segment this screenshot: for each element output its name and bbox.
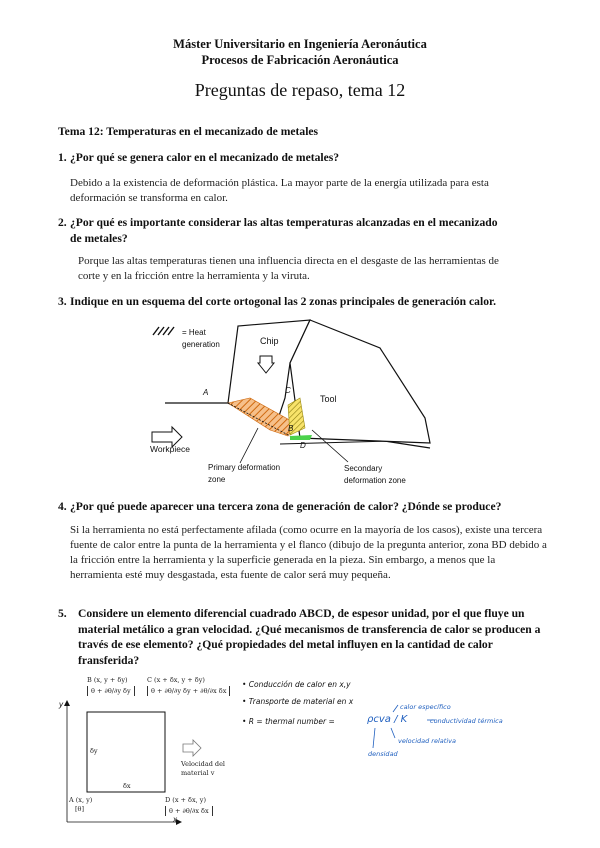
question-2 [58,215,498,246]
topic-heading: Tema 12: Temperaturas en el mecanizado de metales [58,125,319,138]
corner-d-expr: θ + ∂θ/∂x δx [165,806,213,816]
answer-1: Debido a la existencia de deformación plástica. La mayor parte de la energía utilizada para esta deformación se transforma en calor. [70,177,489,204]
third-deformation-zone [290,435,312,440]
x-axis-label: x [173,815,177,824]
primary-zone-label-2: zone [208,475,226,484]
question-text: Indique en un esquema del corte ortogonal las 2 zonas principales de generación calor. [70,295,496,308]
primary-zone-label: Primary deformation [208,463,281,472]
corner-c-coord: C (x + δx, y + δy) [147,676,205,684]
note-conduction: • Conducción de calor en x,y [242,680,351,689]
note-velocidad: velocidad relativa [398,737,456,745]
legend-generation-label: generation [182,340,220,349]
dy-label: δy [90,747,98,755]
question-number: 5. [58,607,67,620]
question-3 [58,294,558,310]
question-text: ¿Por qué se genera calor en el mecanizado de metales? [70,151,340,164]
y-axis-label: y [59,700,63,709]
question-text: Considere un elemento diferencial cuadrado ABCD, de espesor unidad, por el que fluye un material metálico a gran velocidad. ¿Qué mecanismos de transferencia de calor se producen a través de ese elemento? ¿Qué propiedades del metal influyen en la cantidad de calor fransferida? [78,607,541,667]
legend-heat-label: = Heat [182,328,206,337]
question-number: 2. [58,216,67,229]
note-conductividad: conductividad térmica [430,717,503,725]
question-1 [58,150,548,166]
element-schematic [55,672,255,832]
velocity-label: Velocidad del [181,760,226,768]
question-5 [58,606,548,668]
subject-title: Procesos de Fabricación Aeronáutica [201,53,399,67]
orthogonal-cutting-diagram [140,318,440,488]
corner-a-expr: [θ] [75,805,84,813]
point-a-label: A [203,388,209,397]
corner-b-expr: θ + ∂θ/∂y δy [87,686,135,696]
answer-2: Porque las altas temperaturas tienen una influencia directa en el desgaste de las herramientas de corte y en la fricción entre la herramienta y la viruta. [78,255,499,282]
note-densidad: densidad [368,750,398,758]
point-d-label: D [300,441,306,450]
question-4 [58,499,558,515]
corner-b-coord: B (x, y + δy) [87,676,128,684]
dx-label: δx [123,782,131,790]
secondary-zone-label: Secondary [344,464,383,473]
velocity-arrow [183,740,201,756]
element-square [87,712,165,792]
tool-label: Tool [320,394,337,404]
question-text: ¿Por qué es importante considerar las altas temperaturas alcanzadas en el mecanizado de metales? [70,216,498,245]
point-c-label: C [285,386,291,395]
point-b-label: B [288,424,294,433]
legend-hatch [153,327,174,335]
chip-label: Chip [260,336,279,346]
question-number: 4. [58,500,67,513]
question-number: 3. [58,295,67,308]
differential-element-diagram [55,672,255,832]
tool-outline [290,320,430,443]
question-text: ¿Por qué puede aparecer una tercera zona de generación de calor? ¿Dónde se produce? [70,500,502,513]
corner-a-coord: A (x, y) [69,796,93,804]
corner-d-coord: D (x + δx, y) [165,796,206,804]
note-formula: ρcva / K [367,714,408,725]
page-title: Preguntas de repaso, tema 12 [194,80,406,100]
note-thermal-number: • R = thermal number = [242,717,335,726]
course-title: Máster Universitario en Ingeniería Aeronáutica [173,37,427,51]
corner-c-expr: θ + ∂θ/∂y δy + ∂θ/∂x δx [147,686,230,696]
velocity-label-2: material v [181,769,215,777]
answer-4: Si la herramienta no está perfectamente afilada (como ocurre en la mayoría de los casos), existe una tercera fuente de calor entre la punta de la herramienta y el flanco (dibujo de la pregunta anterior, zona BD debido a la fricción entre la herramienta y la superficie generada en la pieza. Sin embargo, a menos que la herramienta esté muy desgastada, esta fuente de calor será muy pequeña. [70,524,547,581]
primary-pointer [240,428,258,463]
note-arrows [365,700,445,755]
note-calor-especifico: calor específico [400,703,451,711]
question-number: 1. [58,151,67,164]
note-transport: • Transporte de material en x [242,697,354,706]
secondary-zone-label-2: deformation zone [344,476,406,485]
workpiece-label: Workpiece [150,444,190,454]
